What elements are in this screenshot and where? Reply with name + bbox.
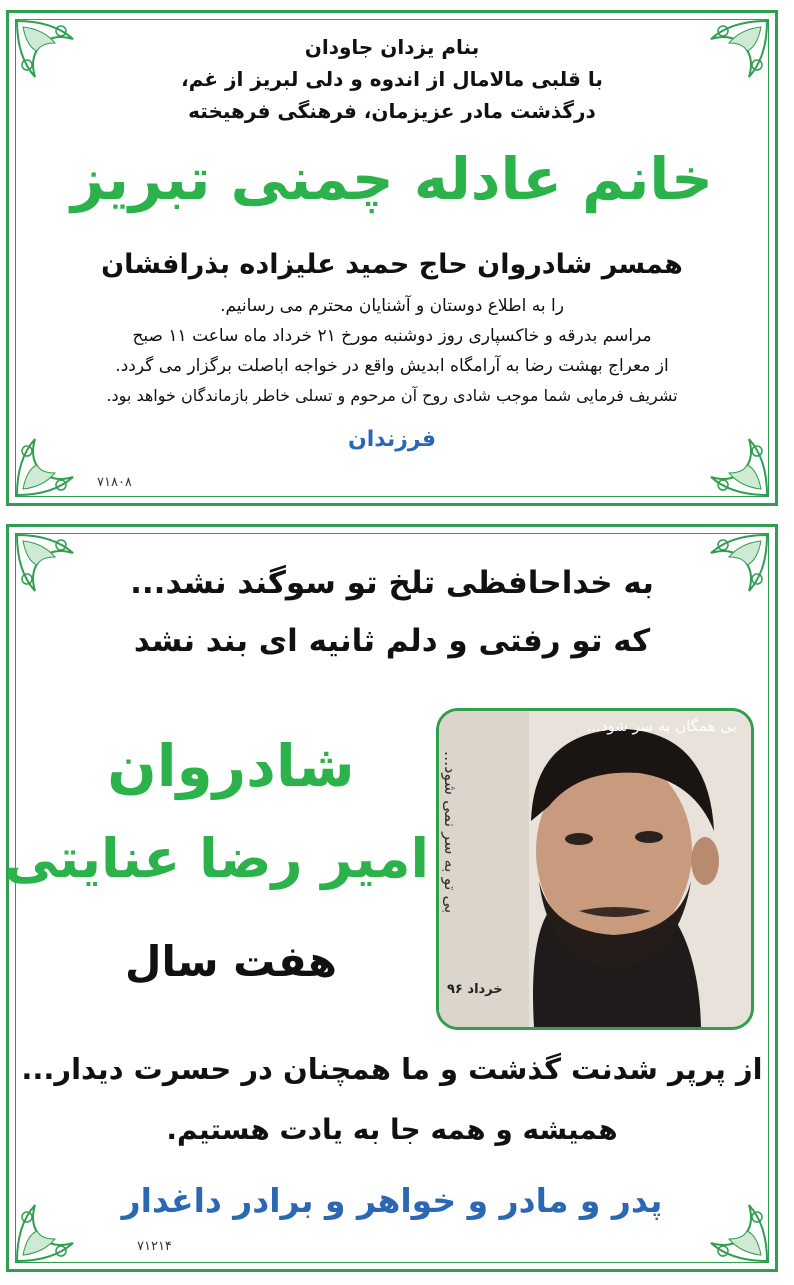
location-line: از معراج بهشت رضا به آرامگاه ابدیش واقع در خواجه اباصلت برگزار می گردد. (115, 356, 669, 376)
announcement-line: درگذشت مادر عزیزمان، فرهنگی فرهیخته (188, 99, 596, 123)
portrait-photo (436, 708, 754, 1030)
photo-caption-side: بی تو به سر نمی شود... (441, 751, 460, 914)
photo-date: خرداد ۹۶ (447, 982, 503, 997)
deceased-name: امیر رضا عنایتی (4, 827, 429, 890)
obituary-notice-1 (6, 10, 778, 506)
anniversary-label: هفت سال (125, 937, 337, 986)
poem-line-2: که تو رفتی و دلم ثانیه ای بند نشد (133, 623, 651, 659)
deceased-name: خانم عادله چمنی تبریز (71, 145, 713, 213)
ceremony-line: مراسم بدرقه و خاکسپاری روز دوشنبه مورخ ۲۱ خرداد ماه ساعت ۱۱ صبح (132, 326, 652, 346)
closing-line-2: همیشه و همه جا به یادت هستیم. (166, 1113, 618, 1146)
portrait-illustration (439, 711, 751, 1027)
signature: پدر و مادر و خواهر و برادر داغدار (121, 1181, 663, 1220)
ad-code: ۷۱۲۱۴ (137, 1239, 172, 1254)
honorific-title: شادروان (107, 732, 355, 800)
opening-line: بنام یزدان جاودان (304, 35, 480, 59)
inform-line: را به اطلاع دوستان و آشنایان محترم می رسانیم. (220, 296, 564, 316)
ad-code: ۷۱۸۰۸ (97, 475, 132, 490)
photo-caption-top: بی همگان به سر شود... (586, 717, 737, 735)
signature: فرزندان (347, 427, 437, 452)
poem-line-1: به خداحافظی تلخ تو سوگند نشد... (130, 565, 654, 601)
spouse-line: همسر شادروان حاج حمید علیزاده بذرافشان (101, 249, 683, 280)
closing-line-1: از پرپر شدنت گذشت و ما همچنان در حسرت دیدار... (21, 1052, 763, 1086)
memorial-notice-2 (6, 524, 778, 1272)
grief-line: با قلبی مالامال از اندوه و دلی لبریز از غم، (181, 67, 603, 91)
closing-line: تشریف فرمایی شما موجب شادی روح آن مرحوم و تسلی خاطر بازماندگان خواهد بود. (106, 386, 678, 405)
